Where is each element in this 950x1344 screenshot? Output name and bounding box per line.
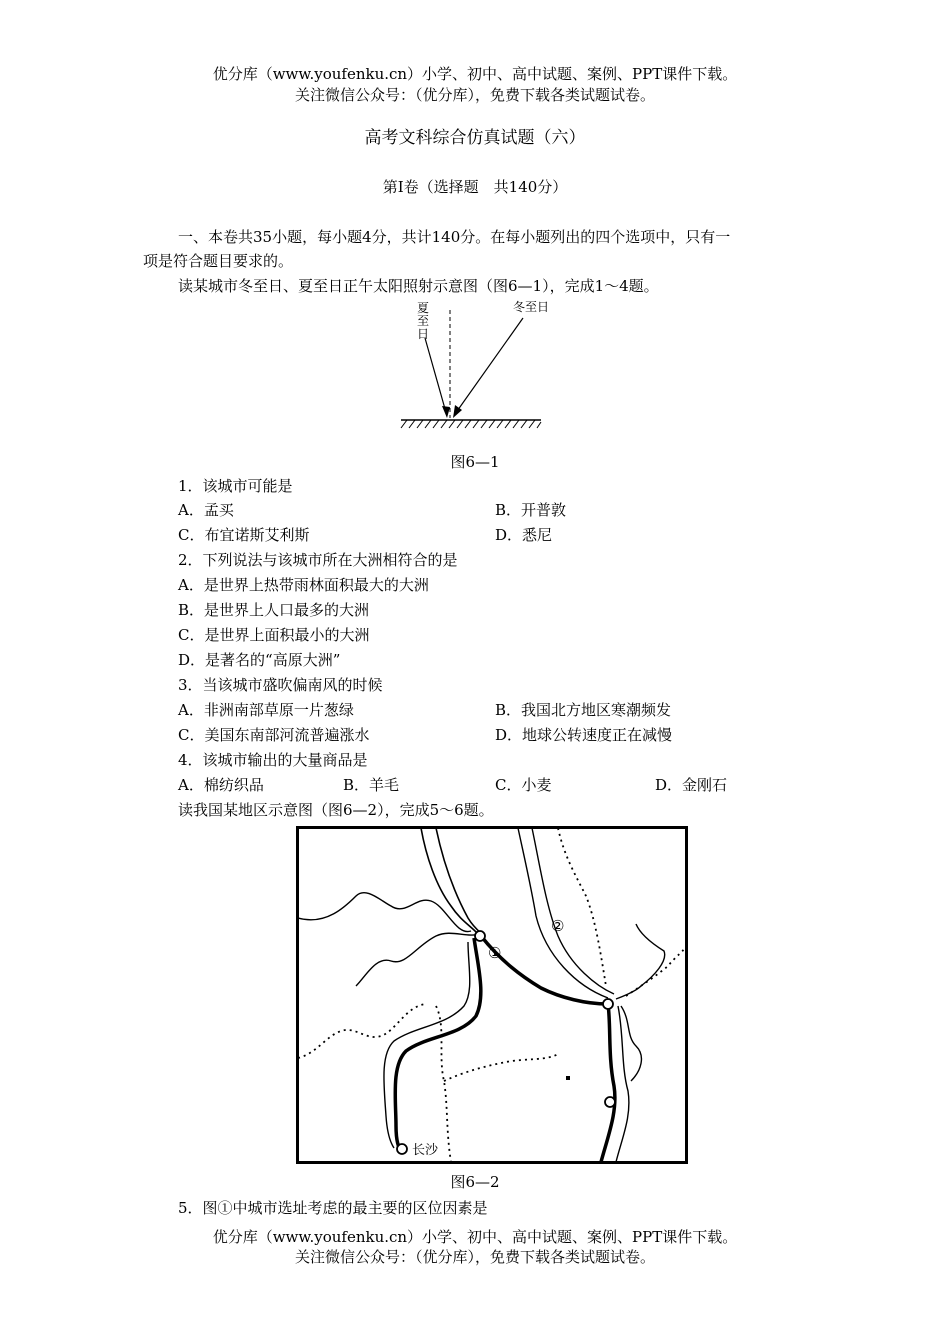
q3-stem: 3．当该城市盛吹偏南风的时候 bbox=[178, 676, 383, 694]
summer-ray-arrowhead bbox=[442, 406, 450, 418]
section-heading: 第Ⅰ卷（选择题 共140分） bbox=[382, 178, 568, 196]
q1-option-d: D．悉尼 bbox=[495, 526, 553, 544]
q2-option-a: A．是世界上热带雨林面积最大的大洲 bbox=[178, 576, 429, 594]
q4-option-a: A．棉纺织品 bbox=[178, 776, 264, 794]
q4-option-c: C．小麦 bbox=[495, 776, 552, 794]
summer-label-2: 至 bbox=[416, 314, 430, 328]
header-line-2: 关注微信公众号：（优分库），免费下载各类试题试卷。 bbox=[294, 86, 655, 104]
q2-option-d: D．是著名的“高原大洲” bbox=[178, 651, 341, 669]
q3-option-b: B．我国北方地区寒潮频发 bbox=[495, 701, 672, 719]
read-instruction-1: 读某城市冬至日、夏至日正午太阳照射示意图（图6—1），完成1～4题。 bbox=[178, 277, 659, 295]
marker-2-label: ② bbox=[551, 917, 565, 935]
q4-option-d: D．金刚石 bbox=[655, 776, 728, 794]
q3-option-a: A．非洲南部草原一片葱绿 bbox=[178, 701, 354, 719]
page-title: 高考文科综合仿真试题（六） bbox=[364, 128, 586, 148]
q1-option-c: C．布宜诺斯艾利斯 bbox=[178, 526, 310, 544]
footer-line-2: 关注微信公众号：（优分库），免费下载各类试题试卷。 bbox=[294, 1248, 655, 1266]
q2-option-b: B．是世界上人口最多的大洲 bbox=[178, 601, 370, 619]
summer-label-3: 日 bbox=[416, 327, 430, 341]
figure-2-caption: 图6—2 bbox=[450, 1173, 500, 1191]
header-line-1: 优分库（www.youfenku.cn）小学、初中、高中试题、案例、PPT课件下载。 bbox=[212, 65, 738, 83]
map-point bbox=[566, 1076, 570, 1080]
q3-option-c: C．美国东南部河流普遍涨水 bbox=[178, 726, 370, 744]
q2-option-c: C．是世界上面积最小的大洲 bbox=[178, 626, 370, 644]
q3-option-d: D．地球公转速度正在减慢 bbox=[495, 726, 673, 744]
q1-option-b: B．开普敦 bbox=[495, 501, 567, 519]
city-south-marker bbox=[605, 1097, 615, 1107]
changsha-label: 长沙 bbox=[412, 1143, 439, 1158]
q4-stem: 4．该城市输出的大量商品是 bbox=[178, 751, 368, 769]
footer-line-1: 优分库（www.youfenku.cn）小学、初中、高中试题、案例、PPT课件下载。 bbox=[212, 1228, 738, 1246]
q5-stem: 5．图①中城市选址考虑的最主要的区位因素是 bbox=[178, 1199, 488, 1217]
winter-solstice-ray bbox=[455, 318, 523, 414]
region-map bbox=[296, 826, 688, 1164]
q2-stem: 2．下列说法与该城市所在大洲相符合的是 bbox=[178, 551, 458, 569]
marker-1-label: ① bbox=[488, 944, 502, 962]
sun-angle-figure bbox=[395, 298, 555, 438]
ground-hatching bbox=[401, 420, 541, 428]
q1-option-a: A．孟买 bbox=[178, 501, 234, 519]
city-junction-marker bbox=[603, 999, 613, 1009]
q1-stem: 1．该城市可能是 bbox=[178, 477, 293, 495]
intro-line-2: 项是符合题目要求的。 bbox=[143, 252, 294, 270]
summer-solstice-ray bbox=[425, 338, 447, 416]
figure-1-caption: 图6—1 bbox=[450, 453, 500, 471]
changsha-marker bbox=[397, 1144, 407, 1154]
q4-option-b: B．羊毛 bbox=[343, 776, 400, 794]
intro-line-1: 一、本卷共35小题，每小题4分，共计140分。在每小题列出的四个选项中，只有一 bbox=[178, 228, 731, 246]
winter-label: 冬至日 bbox=[513, 300, 550, 314]
read-instruction-2: 读我国某地区示意图（图6—2），完成5～6题。 bbox=[178, 801, 494, 819]
city-1-marker bbox=[475, 931, 485, 941]
summer-label-1: 夏 bbox=[416, 301, 430, 315]
